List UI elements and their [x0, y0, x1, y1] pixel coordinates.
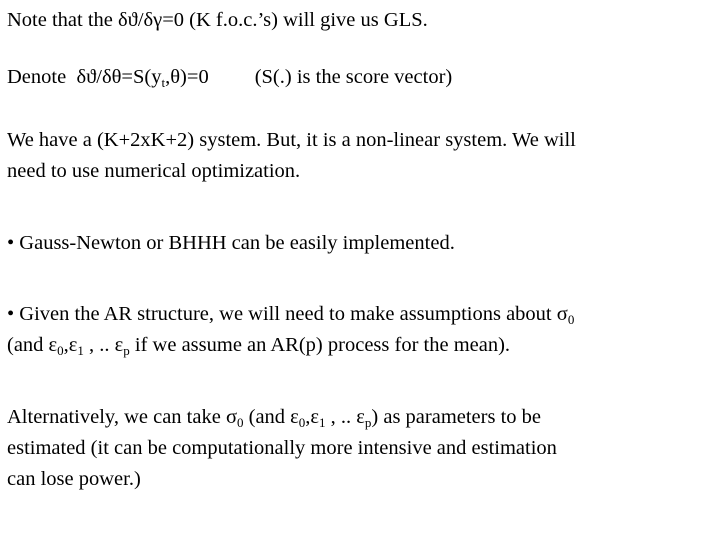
paragraph-line: • Given the AR structure, we will need to make assumptions about $\sigma_0$	[7, 303, 575, 327]
paragraph-line: Alternatively, we can take $\sigma_0$ (and $\varepsilon_0,\varepsilon_1$ , .. $\varepsilon_p$) as parameters to be	[7, 406, 542, 430]
nonlinear-system-paragraph	[7, 125, 576, 187]
paragraph-line: We have a (K+2xK+2) system. But, it is a non-linear system. We will	[7, 129, 576, 151]
denote-score-line	[7, 62, 452, 93]
paragraph-line: need to use numerical optimization.	[7, 160, 301, 182]
paragraph-line: can lose power.)	[7, 468, 141, 490]
paragraph-line: (and $\varepsilon_0,\varepsilon_1$ , .. $\varepsilon_p$ if we assume an AR(p) process for the mean).	[7, 334, 511, 358]
bullet-gauss-newton: • Gauss-Newton or BHHH can be easily implemented.	[7, 232, 455, 254]
bullet-ar-structure	[7, 299, 574, 361]
paragraph-line: estimated (it can be computationally more intensive and estimation	[7, 437, 557, 459]
alternative-paragraph	[7, 402, 557, 495]
denote-label: Denote	[7, 66, 67, 88]
score-equation: $\delta ϑ/\delta\theta=S(y_t,\theta)=0$	[76, 66, 209, 90]
gls-statement: Note that the δϑ/δγ=0 (K f.o.c.’s) will give us GLS.	[7, 9, 428, 31]
score-vector-note: (S(.) is the score vector)	[254, 66, 453, 88]
